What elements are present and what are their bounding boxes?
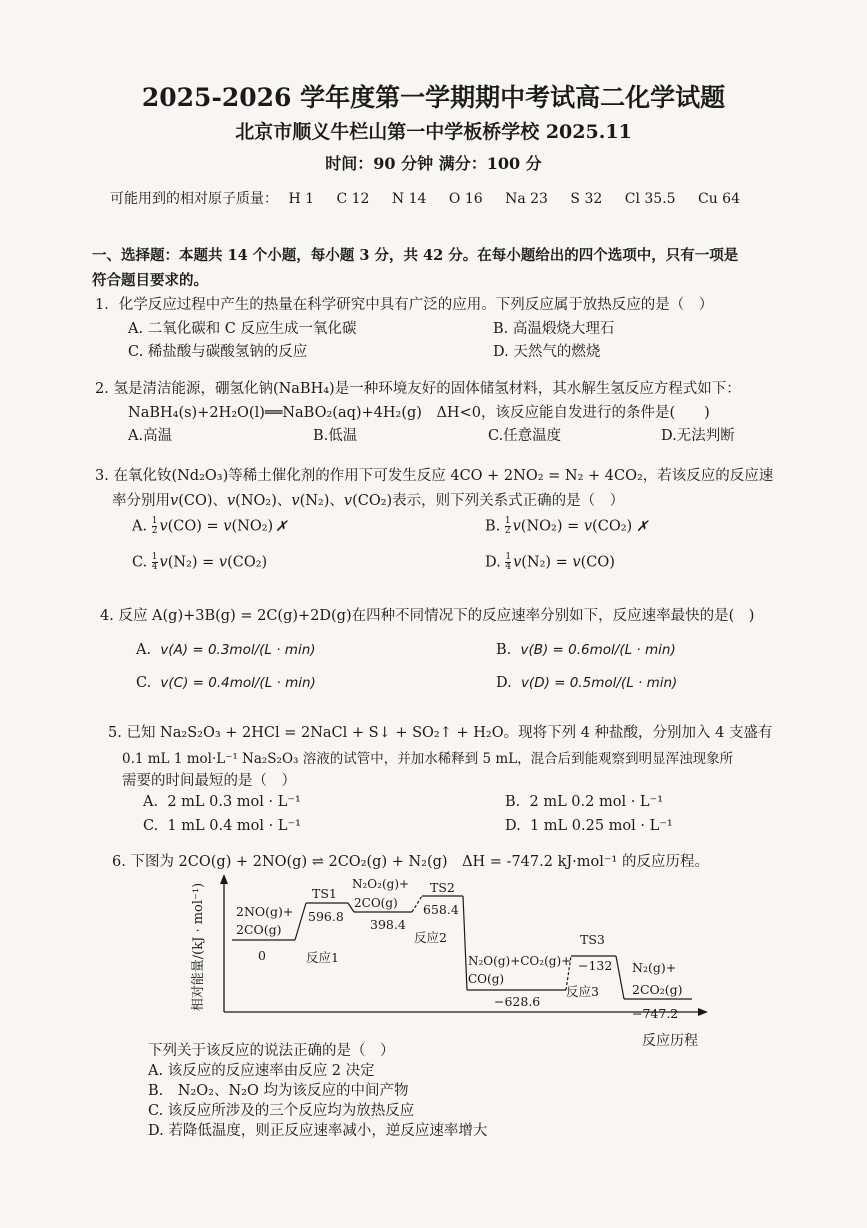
start-label-line2: 2CO(g) bbox=[236, 922, 282, 937]
int1-label-line2: 2CO(g) bbox=[354, 896, 398, 910]
q4-option-b: B. v(B) = 0.6mol/(L · min) bbox=[496, 642, 676, 658]
mass-c: C 12 bbox=[336, 191, 370, 207]
int2-label-line2: CO(g) bbox=[468, 972, 505, 986]
int2-energy-value: −628.6 bbox=[494, 994, 541, 1009]
q3-stem-line2: 率分别用𝑣(CO)、𝑣(NO₂)、𝑣(N₂)、𝑣(CO₂)表示，则下列关系式正确的是（ ） bbox=[112, 493, 625, 509]
q2-option-d: D.无法判断 bbox=[661, 428, 735, 444]
q5-option-d: D. 1 mL 0.25 mol · L⁻¹ bbox=[505, 818, 673, 834]
q4-option-d: D. v(D) = 0.5mol/(L · min) bbox=[496, 675, 678, 691]
reaction2-label: 反应2 bbox=[414, 930, 447, 945]
q5-stem-line2: 0.1 mL 1 mol·L⁻¹ Na₂S₂O₃ 溶液的试管中，并加水稀释到 5 mL，混合后到能观察到明显浑浊现象所 bbox=[122, 751, 734, 767]
q3-option-c: C. $\frac{1}{4}$ 𝑣(N₂) = 𝑣(CO₂) bbox=[132, 552, 268, 572]
start-energy-value: 0 bbox=[258, 948, 266, 963]
q3-option-b: B. $\frac{1}{2}$ 𝑣(NO₂) = 𝑣(CO₂) ✗ bbox=[485, 516, 649, 536]
y-axis-label: 相对能量/(kJ · mol⁻¹) bbox=[191, 882, 206, 1012]
int1-energy-value: 398.4 bbox=[370, 917, 406, 932]
ts3-energy-value: −132 bbox=[578, 958, 613, 973]
product-label-line2: 2CO₂(g) bbox=[632, 982, 683, 997]
q6-option-b: B. N₂O₂、N₂O 均为该反应的中间产物 bbox=[148, 1083, 409, 1099]
masses-label: 可能用到的相对原子质量： bbox=[110, 191, 278, 207]
q6-option-c: C. 该反应所涉及的三个反应均为放热反应 bbox=[148, 1103, 415, 1119]
q5-stem-line3: 需要的时间最短的是（ ） bbox=[122, 773, 296, 789]
q5-option-c: C. 1 mL 0.4 mol · L⁻¹ bbox=[143, 818, 301, 834]
q3-stem-line1: 3. 在氧化钕(Nd₂O₃)等稀土催化剂的作用下可发生反应 4CO + 2NO₂ = N₂ + 4CO₂，若该反应的反应速 bbox=[95, 468, 774, 484]
product-energy-value: −747.2 bbox=[632, 1006, 679, 1021]
q3-c-fraction: $\frac{1}{4}$ bbox=[151, 552, 158, 572]
section-heading-line1: 一、选择题：本题共 14 个小题，每小题 3 分，共 42 分。在每小题给出的四个选项中，只有一项是 bbox=[92, 247, 739, 264]
mass-h: H 1 bbox=[288, 191, 315, 207]
q3-b-mark: ✗ bbox=[636, 518, 649, 535]
mass-n: N 14 bbox=[391, 191, 427, 207]
q1-option-c: C. 稀盐酸与碳酸氢钠的反应 bbox=[128, 344, 308, 360]
q6-stem: 6. 下图为 2CO(g) + 2NO(g) ⇌ 2CO₂(g) + N₂(g) ΔH = -747.2 kJ·mol⁻¹ 的反应历程。 bbox=[112, 854, 709, 870]
q4-stem: 4. 反应 A(g)+3B(g) = 2C(g)+2D(g)在四种不同情况下的反应速率分别如下，反应速率最快的是( ) bbox=[100, 608, 755, 624]
q1-option-a: A. 二氧化碳和 C 反应生成一氧化碳 bbox=[128, 321, 357, 337]
product-label-line1: N₂(g)+ bbox=[632, 960, 677, 975]
q6-option-d: D. 若降低温度，则正反应速率减小，逆反应速率增大 bbox=[148, 1123, 488, 1139]
mass-cu: Cu 64 bbox=[698, 191, 740, 207]
ts3-label: TS3 bbox=[580, 932, 605, 947]
x-axis-label: 反应历程 bbox=[642, 1033, 698, 1049]
q5-stem-line1: 5. 已知 Na₂S₂O₃ + 2HCl = 2NaCl + S↓ + SO₂↑ + H₂O。现将下列 4 种盐酸，分别加入 4 支盛有 bbox=[108, 725, 773, 741]
mass-o: O 16 bbox=[448, 191, 483, 207]
y-axis-arrow bbox=[220, 874, 228, 884]
school-line: 北京市顺义牛栏山第一中学板桥学校 2025.11 bbox=[235, 121, 632, 143]
mass-na: Na 23 bbox=[505, 191, 548, 207]
exam-title: 2025-2026 学年度第一学期期中考试高二化学试题 bbox=[141, 83, 726, 112]
q5-option-a: A. 2 mL 0.3 mol · L⁻¹ bbox=[143, 794, 301, 810]
ts1-energy-value: 596.8 bbox=[308, 909, 344, 924]
reaction1-label: 反应1 bbox=[306, 950, 339, 965]
q3-option-d: D. $\frac{1}{4}$ 𝑣(N₂) = 𝑣(CO) bbox=[485, 552, 615, 572]
q3-option-a: A. $\frac{1}{2}$ 𝑣(CO) = 𝑣(NO₂) ✗ bbox=[132, 516, 288, 536]
q1-option-d: D. 天然气的燃烧 bbox=[493, 344, 601, 360]
int2-label-line1: N₂O(g)+CO₂(g)+ bbox=[468, 954, 572, 968]
reaction3-label: 反应3 bbox=[566, 984, 599, 999]
mass-cl: Cl 35.5 bbox=[624, 191, 676, 207]
energy-profile bbox=[232, 896, 692, 999]
q2-option-c: C.任意温度 bbox=[488, 428, 562, 444]
q2-option-a: A.高温 bbox=[128, 428, 173, 444]
q3-b-fraction: $\frac{1}{2}$ bbox=[504, 516, 511, 536]
q2-equation: NaBH₄(s)+2H₂O(l)══NaBO₂(aq)+4H₂(g) ΔH<0，该反应能自发进行的条件是( ) bbox=[128, 405, 710, 421]
reaction-energy-diagram bbox=[180, 872, 720, 1052]
ts2-energy-value: 658.4 bbox=[423, 902, 459, 917]
q6-question: 下列关于该反应的说法正确的是（ ） bbox=[148, 1043, 395, 1059]
q3-a-mark: ✗ bbox=[275, 518, 288, 535]
int1-label-line1: N₂O₂(g)+ bbox=[352, 877, 410, 891]
mass-s: S 32 bbox=[570, 191, 603, 207]
q6-option-a: A. 该反应的反应速率由反应 2 决定 bbox=[148, 1063, 375, 1079]
start-label-line1: 2NO(g)+ bbox=[236, 904, 294, 919]
q4-option-a: A. v(A) = 0.3mol/(L · min) bbox=[136, 642, 316, 658]
q2-option-b: B.低温 bbox=[313, 428, 358, 444]
x-axis-arrow bbox=[698, 1008, 708, 1016]
q3-a-fraction: $\frac{1}{2}$ bbox=[151, 516, 158, 536]
ts2-label: TS2 bbox=[430, 880, 455, 895]
q1-option-b: B. 高温煅烧大理石 bbox=[493, 321, 615, 337]
ts1-label: TS1 bbox=[312, 886, 337, 901]
time-score-line: 时间：90 分钟 满分：100 分 bbox=[325, 154, 542, 173]
section-heading-line2: 符合题目要求的。 bbox=[92, 272, 208, 289]
q1-stem: 1．化学反应过程中产生的热量在科学研究中具有广泛的应用。下列反应属于放热反应的是（ ） bbox=[95, 297, 714, 313]
q2-stem: 2. 氢是清洁能源，硼氢化钠(NaBH₄)是一种环境友好的固体储氢材料，其水解生氢反应方程式如下： bbox=[95, 381, 741, 397]
q4-option-c: C. v(C) = 0.4mol/(L · min) bbox=[136, 675, 316, 691]
atomic-masses bbox=[110, 188, 758, 208]
q3-d-fraction: $\frac{1}{4}$ bbox=[505, 552, 512, 572]
q5-option-b: B. 2 mL 0.2 mol · L⁻¹ bbox=[505, 794, 664, 810]
